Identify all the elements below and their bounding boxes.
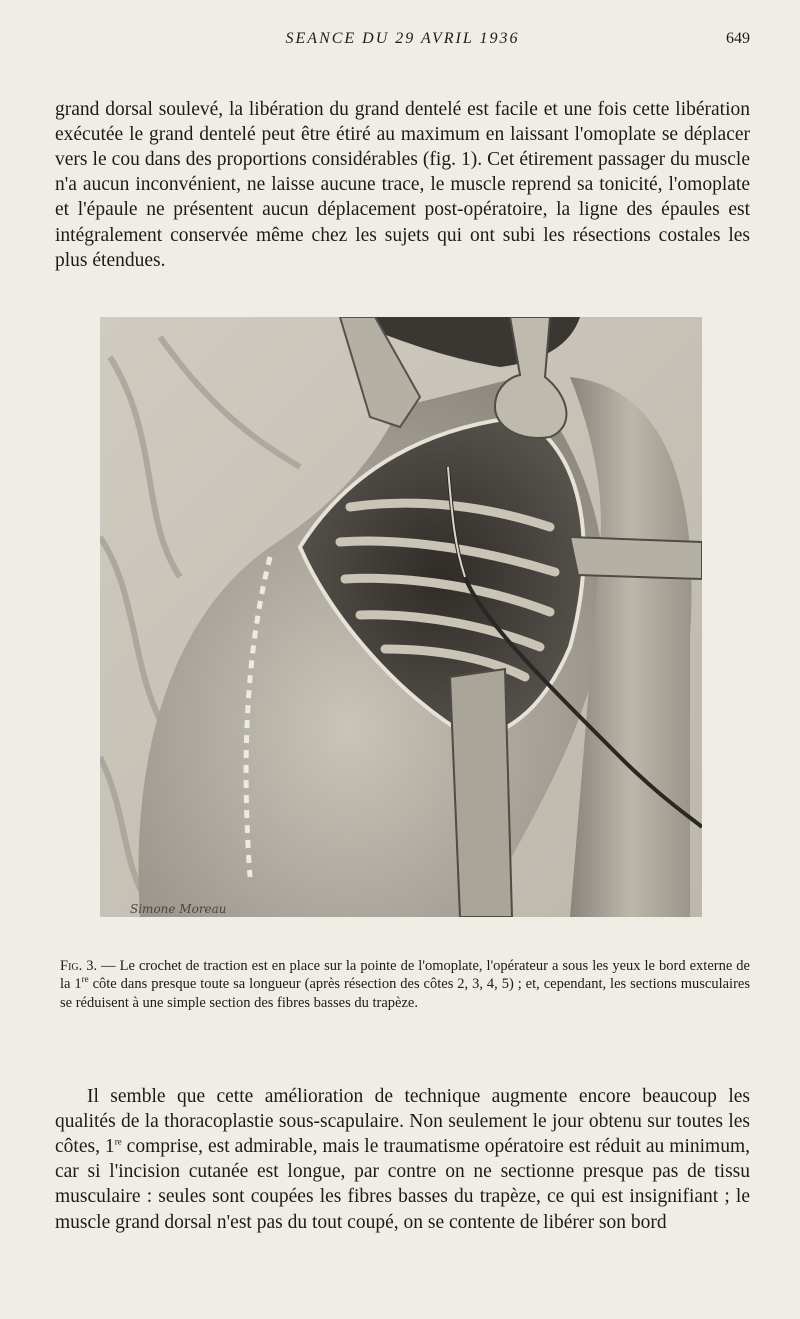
retractor-right xyxy=(570,537,702,579)
caption-text-part-a: — Le crochet de traction est en place sur la pointe de l'omoplate, l'opérateur a sous les yeux le bord externe de la 1 xyxy=(60,957,750,992)
paragraph-bottom-part-b: comprise, est admirable, mais le traumatisme opératoire est réduit au minimum, car si l'incision cutanée est longue, par contre on ne sectionne presque pas de tissu musculaire : seules sont coupées les fibres basses du trapèze, ce qui est insignifiant ; le muscle grand dorsal n'est pas du tout coupé, on se contente de libérer son bord xyxy=(55,1135,750,1233)
page-number: 649 xyxy=(726,30,750,47)
surgical-illustration xyxy=(100,317,702,917)
artist-signature: Simone Moreau xyxy=(130,902,227,916)
paragraph-top: grand dorsal soulevé, la libération du grand dentelé est facile et une fois cette libération exécutée le grand dentelé peut être étiré au maximum en laissant l'omoplate se déplacer vers le cou dans des proportions considérables (fig. 1). Cet étirement passager du muscle n'a aucun inconvénient, ne laisse aucune trace, le muscle reprend sa tonicité, l'omoplate et l'épaule ne présentent aucun déplacement post-opératoire, la ligne des épaules est intégralement conservée même chez les sujets qui ont subi les résections costales les plus étendues. xyxy=(55,98,750,271)
caption-text-part-b: côte dans presque toute sa longueur (après résection des côtes 2, 3, 4, 5) ; et, cependant, les sections musculaires se réduisent à une simple section des fibres basses du trapèze. xyxy=(60,976,750,1011)
illustration-drawing xyxy=(100,317,702,917)
paragraph-bottom-superscript: re xyxy=(114,1136,122,1147)
retractor-lower xyxy=(450,669,512,917)
paragraph-bottom xyxy=(55,1084,750,1235)
figure-caption xyxy=(60,957,750,1013)
running-title: SEANCE DU 29 AVRIL 1936 xyxy=(285,30,520,47)
page-header xyxy=(55,30,750,54)
paragraph-bottom-part-a: Il semble que cette amélioration de technique augmente encore beaucoup les qualités de la thoracoplastie sous-scapulaire. Non seulement le jour obtenu sur toutes les côtes, 1 xyxy=(55,1085,750,1157)
caption-label: Fig. 3. xyxy=(60,957,98,974)
caption-superscript: re xyxy=(81,974,89,985)
